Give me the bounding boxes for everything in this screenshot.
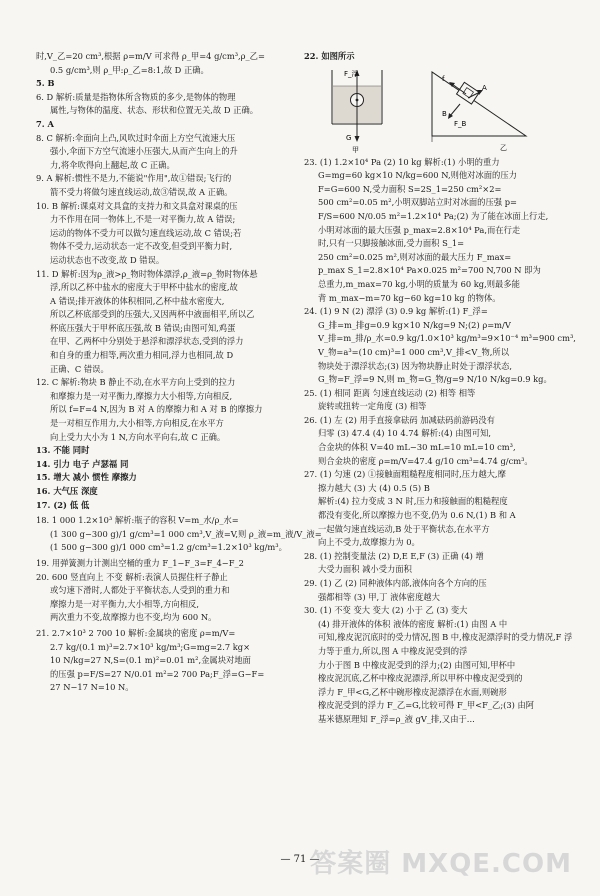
text-line: 6. D 解析:质量是指物体所含物质的多少,是物体的物理 — [36, 91, 236, 102]
text-line: 运动的物体不受力可以做匀速直线运动,故 C 错误;若 — [50, 227, 242, 238]
diagram-b-label: 乙 — [500, 143, 507, 152]
text-line: 向上受力大小为 1 N,方向水平向右,故 C 正确。 — [50, 431, 226, 442]
diagram-a — [332, 69, 382, 154]
text-line: 力小于图 B 中橡皮泥受到的浮力;(2) 由图可知,甲杯中 — [318, 659, 516, 670]
text-line: 合金块的体积 V=40 mL−30 mL=10 mL=10 cm³, — [318, 442, 516, 453]
text-line: 归零 (3) 47.4 (4) 10 4.74 解析:(4) 由图可知, — [318, 428, 492, 439]
text-line: 基米德原理知 F_浮=ρ_液 gV_排,又由于... — [318, 713, 475, 724]
text-line: 所以乙杯底部受到的压强大,又因两杯中液面相平,所以乙 — [50, 309, 255, 320]
text-line: G_排=m_排g=0.9 kg×10 N/kg=9 N;(2) ρ=m/V — [318, 319, 511, 330]
text-line: G_物=F_浮=9 N,则 m_物=G_物/g=9 N/10 N/kg=0.9 kg。 — [318, 374, 552, 385]
block-a-label: A — [482, 83, 487, 92]
text-line: F/S=600 N/0.05 m²=1.2×10⁴ Pa;(2) 为了能在冰面上行走, — [318, 210, 549, 221]
text-line: 25. (1) 相同 距离 匀速直线运动 (2) 相等 相等 — [304, 387, 476, 398]
text-line: 29. (1) 乙 (2) 同种液体内部,液体向各个方向的压 — [304, 578, 487, 588]
text-line: 都没有变化,所以摩擦力也不变,仍为 0.6 N,(1) B 和 A — [318, 510, 516, 521]
text-line: 7. A — [36, 118, 54, 129]
text-line: 背 m_max−m=70 kg−60 kg=10 kg 的物体。 — [318, 292, 501, 303]
text-line: 可知,橡皮泥沉底时的受力情况,图 B 中,橡皮泥漂浮时的受力情况,F 浮 — [318, 632, 573, 643]
text-line: 力不作用在同一物体上,不是一对平衡力,故 A 错误; — [50, 214, 236, 225]
text-line: 力,将伞吹得向上翻起,故 C 正确。 — [50, 159, 175, 170]
text-line: 10 N/kg=27 N,S=(0.1 m)²=0.01 m²,金属块对地面 — [50, 655, 251, 666]
text-line: 强都相等 (3) 甲,丁 液体密度越大 — [318, 591, 440, 602]
text-line: F=G=600 N,受力面积 S=2S_1=250 cm²×2= — [318, 183, 502, 194]
text-line: 一起做匀速直线运动,B 处于平衡状态,在水平方 — [318, 523, 490, 534]
text-line: 力等于重力,所以,图 A 中橡皮泥受到的浮 — [318, 645, 468, 656]
diagram-a-label: 甲 — [352, 145, 359, 154]
buoyancy-label: F_浮 — [344, 69, 359, 78]
text-line: 总重力,m_max=70 kg,小明的质量为 60 kg,则最多能 — [318, 278, 520, 289]
text-line: 500 cm²=0.05 m²,小明双脚站立时对冰面的压强 p= — [318, 197, 517, 208]
text-line: 浮,所以乙杯中盐水的密度大于甲杯中盐水的密度,故 — [50, 282, 238, 293]
text-line: 5. B — [36, 78, 55, 89]
text-line: 28. (1) 控制变量法 (2) D,E E,F (3) 正确 (4) 增 — [304, 550, 484, 561]
text-line: 橡皮泥沉底,乙杯中橡皮泥漂浮,所以甲杯中橡皮泥受到的 — [318, 673, 523, 684]
text-line: 的压强 p=F/S=27 N/0.01 m²=2 700 Pa;F_浮=G−F= — [50, 668, 265, 679]
text-line: A 错误;排开液体的体积相同,乙杯中盐水密度大, — [50, 295, 225, 306]
text-line: 23. (1) 1.2×10⁴ Pa (2) 10 kg 解析:(1) 小明的重力 — [304, 156, 500, 167]
text-line: V_物=a³=(10 cm)³=1 000 cm³,V_排<V_物,所以 — [318, 346, 509, 357]
text-line: 擦力越大 (3) 大 (4) 0.5 (5) B — [318, 482, 430, 493]
text-line: 20. 600 竖直向上 不变 解析:表演人员握住杆子静止 — [36, 571, 228, 582]
text-line: 两次重力不变,故摩擦力也不变,均为 600 N。 — [50, 612, 217, 623]
right-column — [304, 50, 576, 727]
friction-label: f — [442, 74, 445, 83]
watermark-logo: 答案圈 MXQE.COM — [310, 849, 572, 879]
text-line: 物体不受力,运动状态一定不改变,但受到平衡力时, — [50, 241, 233, 252]
text-line: 18. 1 000 1.2×10³ 解析:瓶子的容积 V=m_水/ρ_水= — [36, 515, 239, 526]
text-line: 14. 引力 电子 卢瑟福 同 — [36, 458, 129, 469]
text-line: 时,只有一只脚接触冰面,受力面积 S_1= — [318, 238, 465, 249]
text-line: 10. B 解析:课桌对文具盒的支持力和文具盒对课桌的压 — [36, 200, 238, 211]
text-line: 旋转或扭转一定角度 (3) 相等 — [318, 401, 427, 412]
diagram-b — [432, 72, 526, 152]
text-line: 属性,与物体的温度、状态、形状和位置无关,故 D 正确。 — [50, 105, 259, 116]
force-diagrams — [304, 64, 566, 156]
text-line: 在甲、乙两杯中分别处于悬浮和漂浮状态,受到的浮力 — [50, 336, 244, 347]
text-line: 11. D 解析:因为ρ_液>ρ_物时物体漂浮,ρ_液=ρ_物时物体悬 — [36, 268, 258, 279]
text-line: 物块处于漂浮状态;(3) 因为物块静止时处于漂浮状态, — [318, 360, 513, 371]
text-line: 8. C 解析:伞面向上凸,风吹过时伞面上方空气流速大压 — [36, 132, 236, 143]
text-line: 大受力面积 减小受力面积 — [318, 564, 412, 575]
text-line: 30. (1) 不变 变大 变大 (2) 小于 乙 (3) 变大 — [304, 605, 468, 616]
text-line: 则合金块的密度 ρ=m/V=47.4 g/10 cm³=4.74 g/cm³。 — [318, 455, 533, 466]
page-number: — 71 — — [280, 854, 320, 865]
text-line: 或匀速下滑时,人都处于平衡状态,人受到的重力和 — [50, 585, 230, 596]
text-line: 时,V_乙=20 cm³,根据 ρ=m/V 可求得 ρ_甲=4 g/cm³,ρ_乙= — [36, 51, 265, 61]
text-line: (1 500 g−300 g)/1 000 cm³=1.2 g/cm³=1.2×10³ kg/m³。 — [50, 542, 287, 553]
text-line: 摩擦力是一对平衡力,大小相等,方向相反, — [50, 598, 199, 609]
text-line: 0.5 g/cm³,则 ρ_甲:ρ_乙=8:1,故 D 正确。 — [50, 64, 209, 75]
text-line: 250 cm²=0.025 m²,则对冰面的最大压力 F_max= — [318, 251, 512, 262]
text-line: (1 300 g−300 g)/1 g/cm³=1 000 cm³,V_液=V,则 ρ_液=m_液/V_液= — [50, 528, 322, 539]
text-line: 27. (1) 匀速 (2) ①接触面粗糙程度相同时,压力越大,摩 — [304, 469, 506, 480]
text-line: 19. 用弹簧测力计测出空桶的重力 F_1−F_3=F_4−F_2 — [36, 557, 244, 568]
text-line: 21. 2.7×10³ 2 700 10 解析:金属块的密度 ρ=m/V= — [36, 627, 236, 638]
text-line: 2.7 kg/(0.1 m)³=2.7×10³ kg/m³;G=mg=2.7 kg× — [50, 641, 251, 652]
text-line: (4) 排开液体的体积 液体的密度 解析:(1) 由图 A 中 — [318, 618, 508, 629]
text-line: G=mg=60 kg×10 N/kg=600 N,则他对冰面的压力 — [318, 170, 517, 181]
left-column — [36, 50, 322, 695]
text-line: 强小,伞面下方空气流速小压强大,从而产生向上的升 — [50, 146, 238, 157]
text-line: 24. (1) 9 N (2) 漂浮 (3) 0.9 kg 解析:(1) F_浮= — [304, 306, 488, 317]
text-line: 箭不受力将做匀速直线运动,故③错误,故 A 正确。 — [50, 186, 233, 197]
text-line: 26. (1) 左 (2) 用手直接拿砝码 加减砝码前游码没有 — [304, 414, 495, 425]
text-line: 12. C 解析:物块 B 静止不动,在水平方向上受到的拉力 — [36, 377, 236, 388]
text-line: 9. A 解析:惯性不是力,不能说"作用",故①错误;飞行的 — [36, 173, 232, 184]
text-line: 15. 增大 减小 惯性 摩擦力 — [36, 472, 137, 483]
figure-caption: 22. 如图所示 — [304, 51, 355, 61]
block-b-label: B — [442, 109, 447, 118]
text-line: p_max S_1=2.8×10⁴ Pa×0.025 m²=700 N,700 N 即为 — [318, 265, 541, 276]
text-line: 所以 f=F=4 N,因为 B 对 A 的摩擦力和 A 对 B 的摩擦力 — [50, 404, 263, 415]
text-line: 解析:(4) 拉力变成 3 N 时,压力和接触面的粗糙程度 — [318, 496, 508, 507]
text-line: 和摩擦力是一对平衡力,摩擦力大小相等,方向相反, — [50, 390, 233, 401]
force-b-label: F_B — [454, 119, 467, 128]
text-line: 正确、C 错误。 — [50, 363, 109, 374]
text-line: 浮力 F_甲<G,乙杯中碗形橡皮泥漂浮在水面,则碗形 — [318, 686, 507, 697]
text-line: 橡皮泥受到的浮力 F_乙=G,比较可得 F_甲<F_乙;(3) 由阿 — [318, 700, 535, 711]
text-line: 小明对冰面的最大压强 p_max=2.8×10⁴ Pa,而在行走 — [318, 224, 521, 235]
text-line: 向上不受力,故摩擦力为 0。 — [318, 537, 420, 548]
text-line: 杯底压强大于甲杯底压强,故 B 错误;由图可知,鸡蛋 — [50, 322, 236, 333]
text-line: 17. (2) 低 低 — [36, 499, 90, 510]
text-line: 和自身的重力相等,两次重力相同,浮力也相同,故 D — [50, 350, 234, 361]
gravity-label: G — [346, 133, 352, 142]
text-line: V_排=m_排/ρ_水=0.9 kg/1.0×10³ kg/m³=9×10⁻⁴ m³=900 cm³, — [318, 333, 576, 344]
text-line: 是一对相互作用力,大小相等,方向相反,在水平方 — [50, 418, 224, 429]
text-line: 运动状态也不改变,故 D 错误。 — [50, 254, 165, 265]
text-line: 13. 不能 同时 — [36, 445, 90, 456]
force-diagram-svg — [304, 64, 566, 156]
text-line: 16. 大气压 深度 — [36, 486, 98, 496]
text-line: 27 N−17 N=10 N。 — [50, 682, 134, 693]
